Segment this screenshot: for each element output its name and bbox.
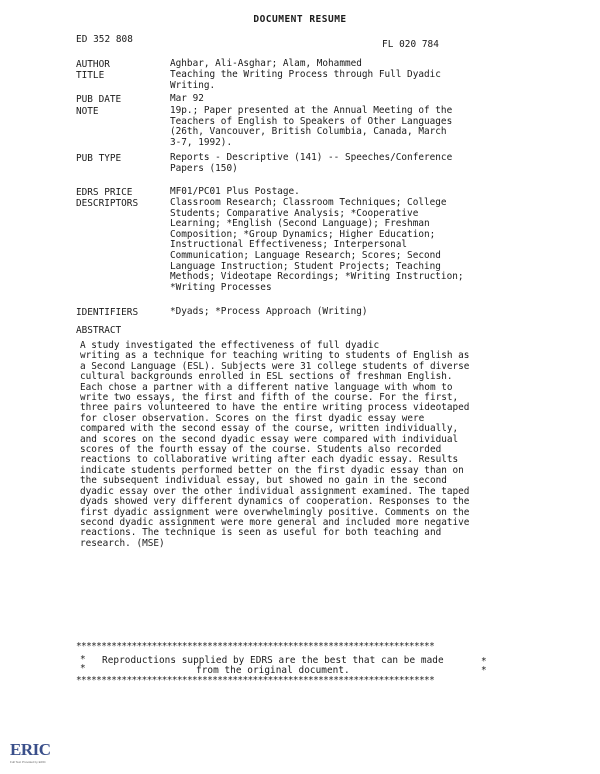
eric-logo-text: ERIC <box>10 740 51 759</box>
footer-star-rule-top: *********************************************************************** <box>76 641 435 652</box>
field-label-author: AUTHOR <box>76 59 110 70</box>
field-label-edrs-price: EDRS PRICE <box>76 187 133 198</box>
field-value-identifiers: *Dyads; *Process Approach (Writing) <box>170 306 368 317</box>
abstract-label: ABSTRACT <box>76 325 122 336</box>
footer-star-left-2: * <box>80 663 86 674</box>
field-label-descriptors: DESCRIPTORS <box>76 198 139 209</box>
field-value-title: Teaching the Writing Process through Full Dyadic Writing. <box>170 69 441 91</box>
eric-logo-tagline: Full Text Provided by ERIC <box>10 760 46 764</box>
field-label-note: NOTE <box>76 106 99 117</box>
field-value-pub-date: Mar 92 <box>170 93 204 104</box>
reproduction-notice-line-2: from the original document. <box>196 665 350 676</box>
field-value-note: 19p.; Paper presented at the Annual Meeting of the Teachers of English to Speakers of Other Languages (26th, Vancouver, British Columbia, Canada, March 3-7, 1992). <box>170 105 453 148</box>
footer-star-right-1: * <box>481 656 487 667</box>
field-label-identifiers: IDENTIFIERS <box>76 307 139 318</box>
footer-star-rule-bottom: *********************************************************************** <box>76 675 435 686</box>
ed-number: ED 352 808 <box>76 34 133 45</box>
eric-logo <box>8 733 54 769</box>
field-label-title: TITLE <box>76 70 105 81</box>
document-title: DOCUMENT RESUME <box>253 14 347 25</box>
field-value-pub-type: Reports - Descriptive (141) -- Speeches/Conference Papers (150) <box>170 152 453 174</box>
abstract-text: A study investigated the effectiveness of full dyadic writing as a technique for teaching writing to students of English as a Second Language (ESL). Subjects were 31 college students of diverse cultural backgrounds enrolled in ESL sections of freshman English. Each chose a partner with a different native language with whom to write two essays, the first and fifth of the course. For the first, three pairs volunteered to have the entire writing process videotaped for closer observation. Scores on the first dyadic essay were compared with the second essay of the course, written individually, and scores on the second dyadic essay were compared with individual scores of the fourth essay of the course. Students also recorded reactions to collaborative writing after each dyadic essay. Results indicate students performed better on the first dyadic essay than on the subsequent individual essay, but showed no gain in the second dyadic essay over the other individual assignment examined. The taped dyads showed very different dynamics of cooperation. Responses to the first dyadic assignment were overwhelmingly positive. Comments on the second dyadic assignment were more general and included more negative reactions. The technique is seen as useful for both teaching and research. (MSE) <box>80 340 470 549</box>
footer-star-left-1: * <box>80 654 86 665</box>
field-label-pub-date: PUB DATE <box>76 94 122 105</box>
reproduction-notice-line-1: Reproductions supplied by EDRS are the best that can be made <box>102 655 444 666</box>
footer-star-right-2: * <box>481 665 487 676</box>
field-label-pub-type: PUB TYPE <box>76 153 122 164</box>
field-value-descriptors: Classroom Research; Classroom Techniques; College Students; Comparative Analysis; *Cooperative Learning; *English (Second Language); Freshman Composition; *Group Dynamics; Higher Education; Instructional Effectiveness; Interpersonal Communication; Language Research; Scores; Second Language Instruction; Student Projects; Teaching Methods; Videotape Recordings; *Writing Instruction; *Writing Processes <box>170 197 464 293</box>
field-value-edrs-price: MF01/PC01 Plus Postage. <box>170 186 300 197</box>
field-value-author: Aghbar, Ali-Asghar; Alam, Mohammed <box>170 58 362 69</box>
fl-number: FL 020 784 <box>382 39 439 50</box>
